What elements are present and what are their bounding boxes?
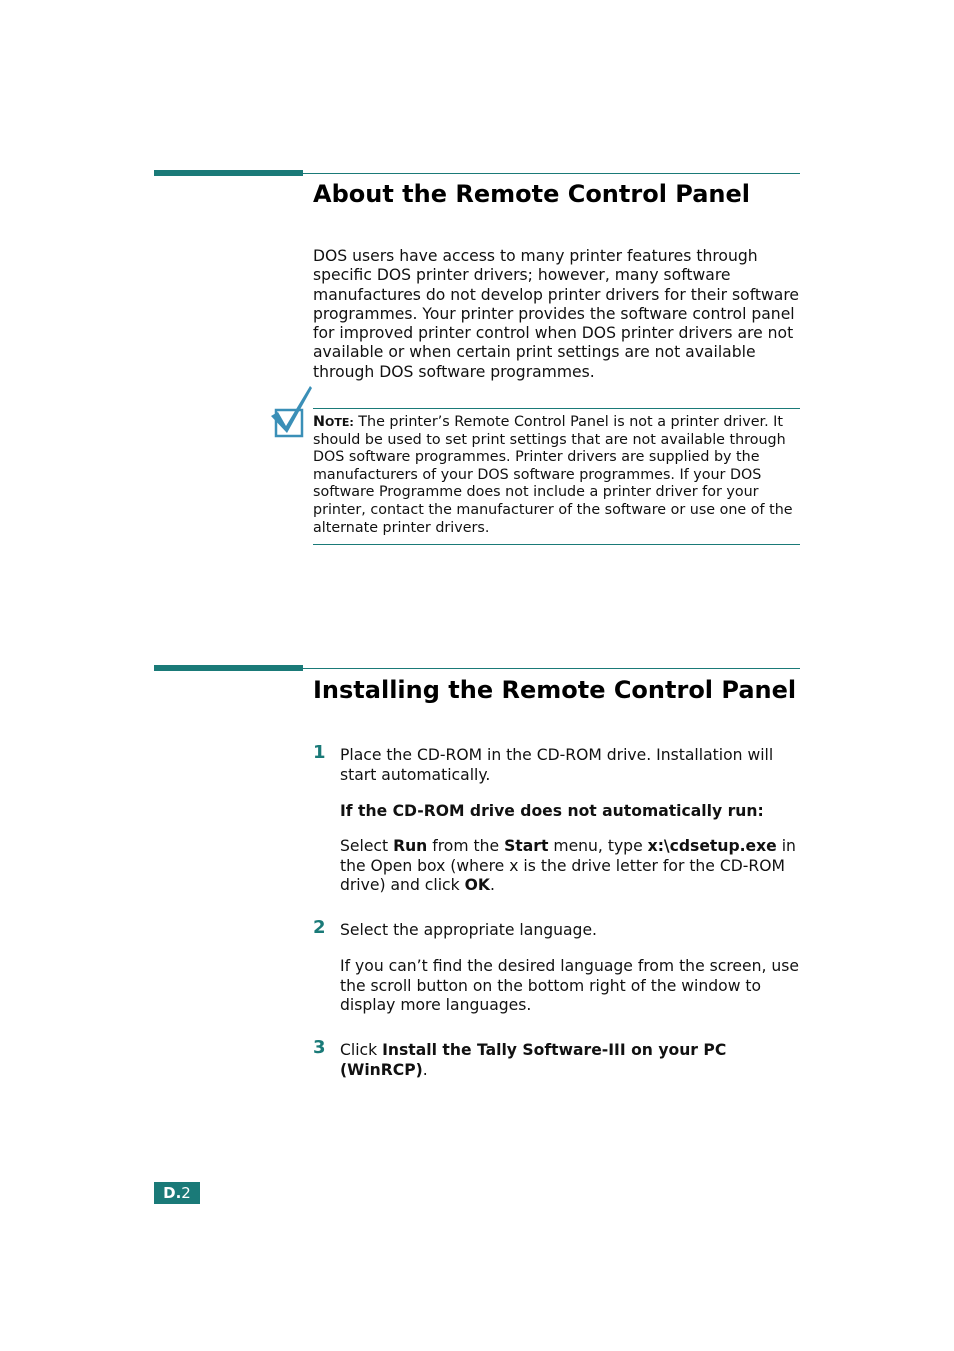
step-1-text: Place the CD-ROM in the CD-ROM drive. Installation will start automatically.	[340, 746, 774, 784]
step-2-text: Select the appropriate language.	[340, 921, 597, 939]
section-title-about: About the Remote Control Panel	[313, 180, 751, 208]
section-rule-thick	[154, 665, 303, 671]
section-rule-thin	[303, 668, 800, 669]
step-3-text: Click Install the Tally Software-III on your PC (WinRCP).	[340, 1041, 727, 1079]
page-number-badge: D.2	[154, 1182, 200, 1204]
step-number: 1	[313, 742, 326, 763]
section-title-installing: Installing the Remote Control Panel	[313, 676, 797, 704]
checkmark-note-icon	[268, 384, 314, 440]
section-rule-thin	[303, 173, 800, 174]
step-number: 3	[313, 1037, 326, 1058]
note-body: The printer’s Remote Control Panel is not a printer driver. It should be used to set print settings that are not available through DOS software programmes. Printer drivers are supplied by the manufacturers of your DOS software programmes. If your DOS software Programme does not include a printer driver for your printer, contact the manufacturer of the software or use one of the alternate printer drivers.	[313, 414, 793, 536]
step-1-detail: Select Run from the Start menu, type x:\cdsetup.exe in the Open box (where x is the drive letter for the CD-ROM drive) and click OK.	[340, 837, 796, 894]
step-2-detail: If you can’t find the desired language from the screen, use the scroll button on the bottom right of the window to display more languages.	[340, 957, 799, 1014]
step-1-subheading: If the CD-ROM drive does not automatically run:	[340, 802, 764, 820]
note-top-rule	[313, 408, 800, 409]
note-label: NOTE:	[313, 414, 354, 430]
note-text	[313, 414, 803, 537]
note-bottom-rule	[313, 544, 800, 545]
about-body-paragraph: DOS users have access to many printer features through specific DOS printer drivers; however, many software manufactures do not develop printer drivers for their software programmes. Your printer provides the software control panel for improved printer control when DOS printer drivers are not available or when certain print settings are not available through DOS software programmes.	[313, 247, 800, 381]
section-rule-thick	[154, 170, 303, 176]
step-number: 2	[313, 917, 326, 938]
